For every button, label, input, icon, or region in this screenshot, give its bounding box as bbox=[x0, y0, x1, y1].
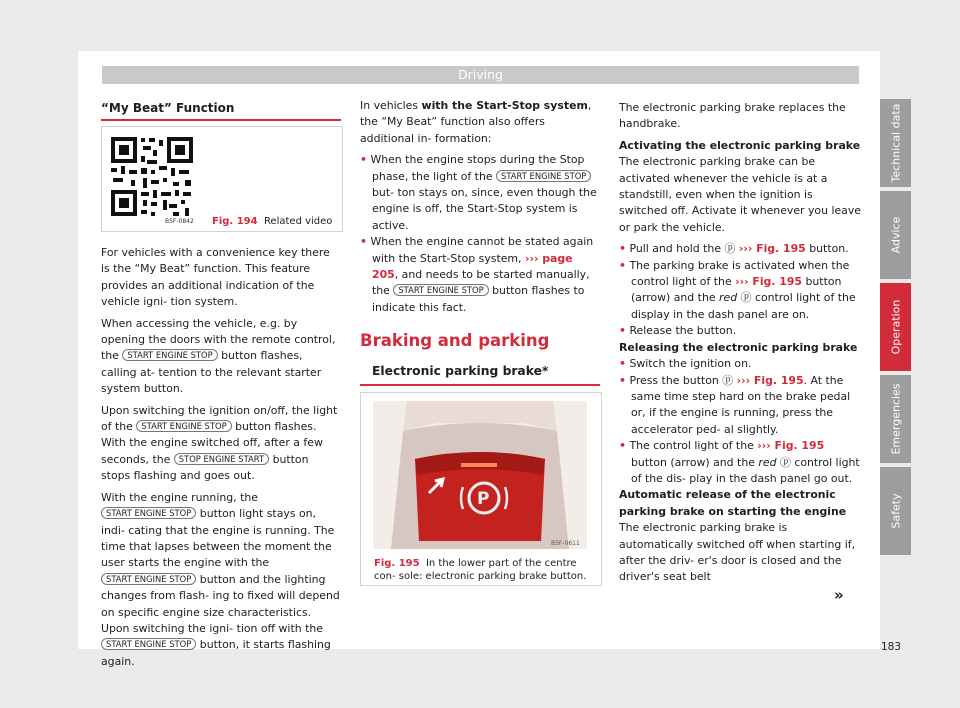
middle-body-text: In vehicles with the Start-Stop system, the “My Beat” function also offers additional in- formation: • When the engine stops during the Stop phase, the light of the START ENGINE STOP but- ton stays on, since, even though the engine is off, the Start-Stop system is active. • When the engine cannot be stated again with the Start-Stop system, ››› page 205, and needs to be started manually, the START ENGINE STOP button flashes to indicate this fact. bbox=[360, 99, 597, 314]
parking-brake-symbol-icon: ⓟ bbox=[724, 242, 736, 256]
tab-emergencies[interactable]: Emergencies bbox=[880, 375, 911, 463]
parking-brake-symbol-icon: ⓟ bbox=[779, 455, 791, 469]
section-title-my-beat: “My Beat” Function bbox=[101, 101, 235, 115]
svg-text:B5F-0842: B5F-0842 bbox=[165, 218, 194, 225]
figure-195-caption: Fig. 195 In the lower part of the centre con- sole: electronic parking brake button. bbox=[374, 558, 587, 582]
tab-advice[interactable]: Advice bbox=[880, 191, 911, 279]
figure-194-caption: Fig. 194 Related video bbox=[212, 216, 333, 227]
left-body-text: For vehicles with a convenience key there is the “My Beat” function. This feature provides an additional indication of the vehicle igni- tion system. When accessing the vehicle, e.g. by opening the doors with the remote control, the START ENGINE STOP button flashes, calling at- tention to the relevant starter system button. Upon switching the ignition on/off, the light of the START ENGINE STOP button flashes. With the engine switched off, after a few seconds, the STOP ENGINE START button stops flashing and goes out. With the engine running, the START ENGINE STOP button light stays on, indi- cating that the engine is running. The time that lapses between the moment the user starts the engine with the START ENGINE STOP button and the lighting changes from flash- ing to fixed will depend on specific engine size characteristics. Upon switching the igni- tion off with the START ENGINE STOP button, it starts flashing again. bbox=[101, 246, 340, 668]
parking-brake-symbol-icon: ⓟ bbox=[740, 291, 752, 305]
svg-text:P: P bbox=[477, 489, 490, 509]
tab-safety[interactable]: Safety bbox=[880, 467, 911, 555]
chapter-tabs bbox=[880, 99, 911, 559]
parking-brake-symbol-icon: ⓟ bbox=[722, 373, 734, 387]
section-title-parking-brake: Electronic parking brake* bbox=[372, 364, 549, 378]
qr-code-icon bbox=[103, 130, 201, 226]
continued-arrow: » bbox=[834, 586, 844, 604]
tab-operation[interactable]: Operation bbox=[880, 283, 911, 371]
svg-text:B5F-0611: B5F-0611 bbox=[551, 540, 580, 547]
chapter-title: Braking and parking bbox=[360, 331, 550, 350]
section-rule bbox=[101, 119, 341, 121]
section-rule-2 bbox=[360, 384, 600, 386]
right-body-text: The electronic parking brake replaces the handbrake. Activating the electronic parking brake The electronic parking brake can be activated whenever the vehicle is at a standstill, even when the ignition is switched off. Activate it whenever you leave or park the vehicle. • Pull and hold the ⓟ ››› Fig. 195 button. • The parking brake is activated when the control light of the ››› Fig. 195 button (arrow) and the red ⓟ control light of the display in the dash panel are on. • Release the button. Releasing the electronic parking brake • Switch the ignition on. • Press the button ⓟ ››› Fig. 195. At the same time step hard on the brake pedal or, if the engine is running, press the accelerator ped- al slightly. • The control light of the ››› Fig. 195 button (arrow) and the red ⓟ control light of the dis- play in the dash panel go out. Automatic release of the electronic parking brake on starting the engine The electronic parking brake is automatically switched off when starting if, after the driv- er's door is closed and the driver's seat belt bbox=[619, 101, 861, 584]
parking-brake-photo bbox=[373, 401, 587, 549]
page-number: 183 bbox=[881, 641, 902, 653]
running-header: Driving bbox=[102, 66, 859, 84]
tab-technical-data[interactable]: Technical data bbox=[880, 99, 911, 187]
